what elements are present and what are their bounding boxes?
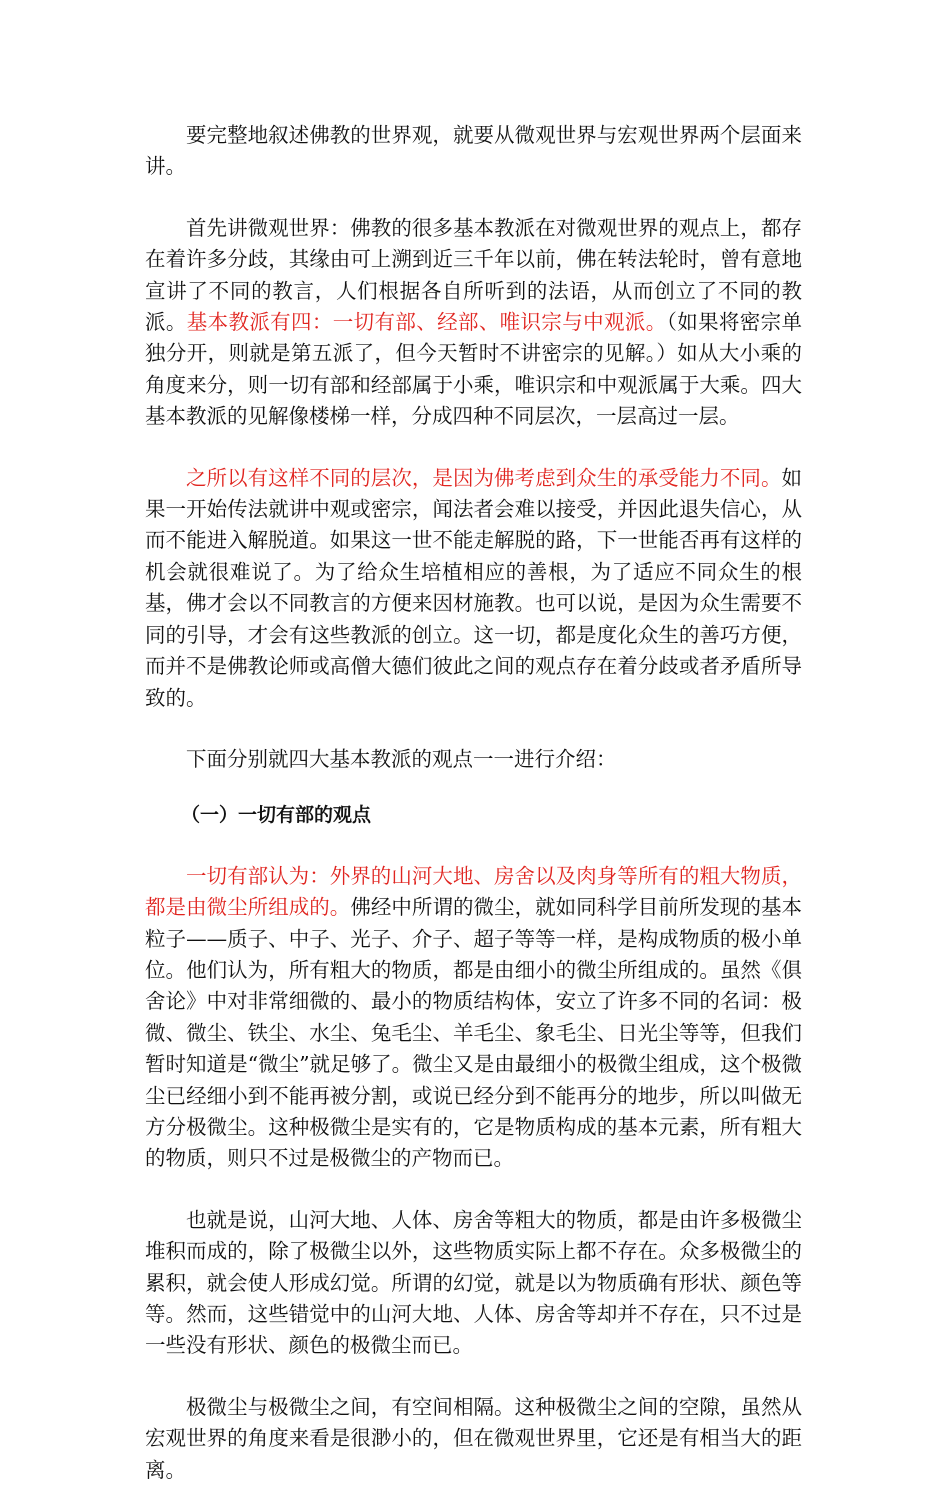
highlight-four-schools: 基本教派有四：一切有部、经部、唯识宗与中观派。 bbox=[186, 310, 667, 335]
paragraph-micro-world-cont: （如果将密宗单独分开，则就是第五派了，但今天暂时不讲密宗的见解。）如从大小乘的角度来分，则一切有部和经部属于小乘，唯识宗和中观派属于大乘。四大基本教派的见解像楼梯一样，分成四种不同层次，一层高过一层。 bbox=[145, 310, 803, 429]
paragraph-intro: 要完整地叙述佛教的世界观，就要从微观世界与宏观世界两个层面来讲。 bbox=[145, 123, 802, 179]
highlight-levels: 之所以有这样不同的层次，是因为佛考虑到众生的承受能力不同。 bbox=[186, 465, 782, 490]
paragraph-micro-world-text: 首先讲微观世界：佛教的很多基本教派在对微观世界的观点上，都存在着许多分歧，其缘由可上溯到近三千年以前，佛在转法轮时，曾有意地宣讲了不同的教言，人们根据各自所听到的法语，从而创立了不同的教派。 bbox=[145, 215, 802, 335]
paragraph-space: 极微尘与极微尘之间，有空间相隔。这种极微尘之间的空隙，虽然从宏观世界的角度来看是很渺小的，但在微观世界里，它还是有相当大的距离。 bbox=[145, 1394, 802, 1482]
paragraph-micro-world bbox=[145, 213, 802, 433]
paragraph-introduction-line: 下面分别就四大基本教派的观点一一进行介绍： bbox=[186, 746, 617, 771]
highlight-sarvastivada-view: 一切有部认为：外界的山河大地、房舍以及肉身等所有的粗大物质，都是由微尘所组成的。 bbox=[145, 863, 802, 920]
paragraph-sarvastivada-cont: 佛经中所谓的微尘，就如同科学目前所发现的基本粒子——质子、中子、光子、介子、超子等等一样，是构成物质的极小单位。他们认为，所有粗大的物质，都是由细小的微尘所组成的。虽然《俱舍论》中对非常细微的、最小的物质结构体，安立了许多不同的名词：极微、微尘、铁尘、水尘、兔毛尘、羊毛尘、象毛尘、日光尘等等，但我们暂时知道是“微尘”就足够了。微尘又是由最细小的极微尘组成，这个极微尘已经细小到不能再被分割，或说已经分到不能再分的地步，所以叫做无方分极微尘。这种极微尘是实有的，它是物质构成的基本元素，所有粗大的物质，则只不过是极微尘的产物而已。 bbox=[145, 895, 803, 1171]
paragraph-levels bbox=[145, 463, 802, 714]
paragraph-levels-cont: 如果一开始传法就讲中观或密宗，闻法者会难以接受，并因此退失信心，从而不能进入解脱道。如果这一世不能走解脱的路，下一世能否再有这样的机会就很难说了。为了给众生培植相应的善根，为了适应不同众生的根基，佛才会以不同教言的方便来因材施教。也可以说，是因为众生需要不同的引导，才会有这些教派的创立。这一切，都是度化众生的善巧方便，而并不是佛教论师或高僧大德们彼此之间的观点存在着分歧或者矛盾所导致的。 bbox=[145, 465, 802, 710]
section-heading: （一）一切有部的观点 bbox=[181, 804, 372, 827]
paragraph-sarvastivada bbox=[145, 861, 802, 1175]
paragraph-illusion: 也就是说，山河大地、人体、房舍等粗大的物质，都是由许多极微尘堆积而成的，除了极微尘以外，这些物质实际上都不存在。众多极微尘的累积，就会使人形成幻觉。所谓的幻觉，就是以为物质确有形状、颜色等等。然而，这些错觉中的山河大地、人体、房舍等却并不存在，只不过是一些没有形状、颜色的极微尘而已。 bbox=[145, 1207, 802, 1358]
